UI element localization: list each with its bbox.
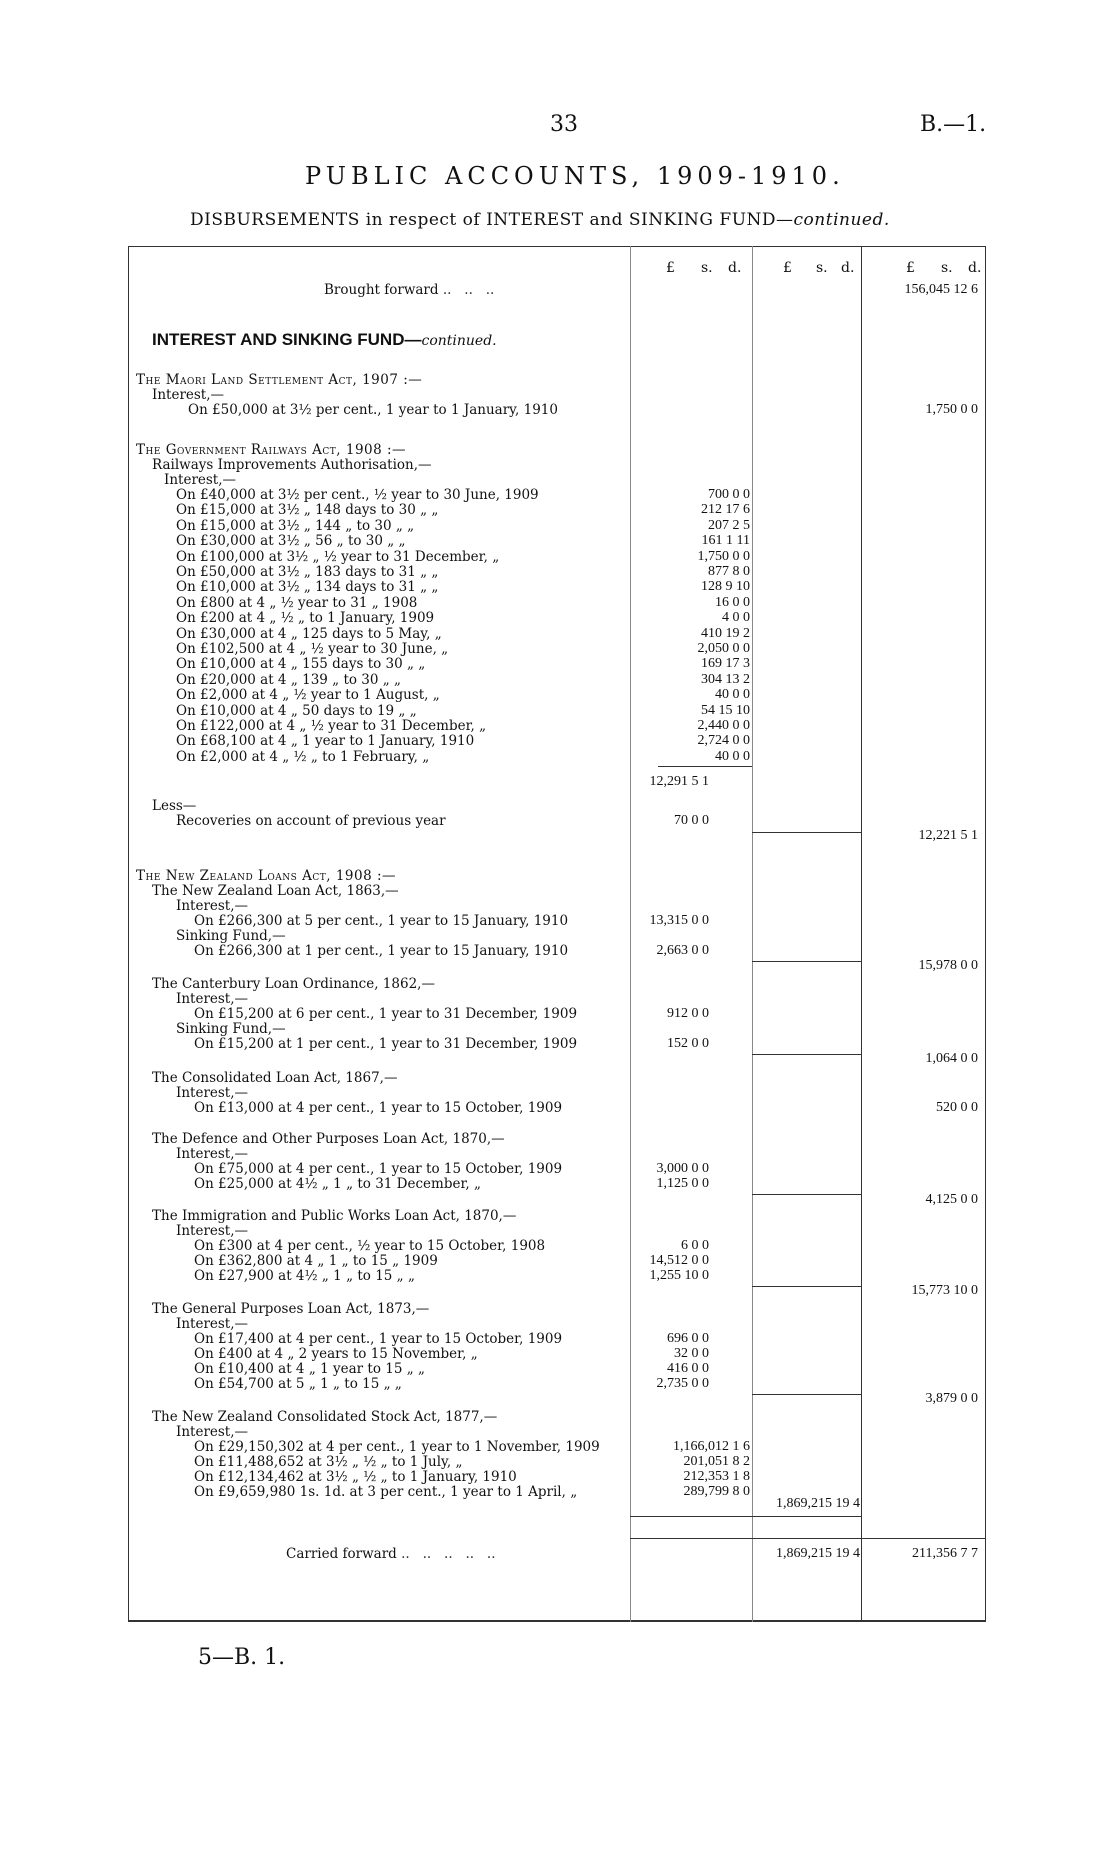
immigration-line-3: On £27,900 at 4½ „ 1 „ to 15 „ „ — [194, 1268, 415, 1284]
general-total: 3,879 0 0 — [925, 1391, 978, 1406]
stock-line-4: On £9,659,980 1s. 1d. at 3 per cent., 1 year to 1 April, „ — [194, 1484, 578, 1500]
loan-1863-sinking-label: Sinking Fund,— — [176, 928, 286, 944]
railways-row-amount: 40 0 0 — [715, 687, 750, 703]
carried-forward-middle: 1,869,215 19 4 — [776, 1546, 860, 1561]
general-line-3: On £10,400 at 4 „ 1 year to 15 „ „ — [194, 1361, 425, 1377]
carried-forward-label: Carried forward .. .. .. .. .. — [286, 1546, 496, 1562]
immigration-line-2: On £362,800 at 4 „ 1 „ to 15 „ 1909 — [194, 1253, 438, 1269]
general-heading: The General Purposes Loan Act, 1873,— — [152, 1301, 430, 1317]
maori-act-heading: The Maori Land Settlement Act, 1907 :— — [136, 372, 423, 388]
railways-row-amount: 40 0 0 — [715, 748, 750, 764]
col1-pound-header: £ — [666, 260, 675, 276]
canterbury-interest-label: Interest,— — [176, 991, 249, 1007]
col3-pound-header: £ — [906, 260, 915, 276]
railways-row-text: On £50,000 at 3½ „ 183 days to 31 „ „ — [176, 564, 439, 580]
immigration-interest-label: Interest,— — [176, 1223, 249, 1239]
railways-row-amount: 700 0 0 — [708, 487, 750, 502]
stock-amount-3: 212,353 1 8 — [683, 1469, 750, 1484]
railways-sub-heading: Railways Improvements Authorisation,— — [152, 457, 432, 473]
brought-forward-text: Brought forward — [324, 282, 439, 298]
railways-row-text: On £30,000 at 3½ „ 56 „ to 30 „ „ — [176, 533, 406, 550]
defence-heading: The Defence and Other Purposes Loan Act, 1870,— — [152, 1131, 505, 1147]
immigration-amount-2: 14,512 0 0 — [649, 1253, 709, 1268]
loan-1863-interest-label: Interest,— — [176, 898, 249, 914]
railways-row-amount: 2,050 0 0 — [697, 641, 750, 656]
railways-row-amount: 207 2 5 — [708, 517, 750, 533]
railways-subtotal: 12,291 5 1 — [649, 774, 709, 789]
railways-row-text: On £30,000 at 4 „ 125 days to 5 May, „ — [176, 625, 442, 642]
consolidated-heading: The Consolidated Loan Act, 1867,— — [152, 1070, 398, 1086]
general-line-2: On £400 at 4 „ 2 years to 15 November, „ — [194, 1346, 478, 1362]
railways-interest-label: Interest,— — [164, 472, 237, 488]
railways-sum-rule — [658, 766, 752, 767]
general-amount-2: 32 0 0 — [674, 1346, 709, 1361]
loan-1863-interest-amount: 13,315 0 0 — [649, 913, 709, 928]
defence-amount-1: 3,000 0 0 — [656, 1161, 709, 1176]
general-amount-1: 696 0 0 — [667, 1331, 709, 1346]
stock-amount-1: 1,166,012 1 6 — [673, 1439, 750, 1454]
col2-pence-header: d. — [841, 260, 855, 276]
stock-subtotal: 1,869,215 19 4 — [776, 1496, 860, 1511]
footer-signature: 5—B. 1. — [198, 1645, 286, 1670]
defence-amount-2: 1,125 0 0 — [656, 1176, 709, 1191]
stock-amount-2: 201,051 8 2 — [683, 1454, 750, 1469]
railways-row-text: On £15,000 at 3½ „ 148 days to 30 „ „ — [176, 502, 439, 519]
railways-row-text: On £100,000 at 3½ „ ½ year to 31 December, „ — [176, 548, 500, 565]
maori-total: 1,750 0 0 — [925, 402, 978, 417]
col2-pound-header: £ — [783, 260, 792, 276]
railways-row-text: On £68,100 at 4 „ 1 year to 1 January, 1910 — [176, 733, 475, 750]
railways-row-amount: 4 0 0 — [722, 610, 750, 626]
immigration-amount-1: 6 0 0 — [681, 1238, 709, 1253]
col1-pence-header: d. — [728, 260, 742, 276]
page-title: PUBLIC ACCOUNTS, 1909-1910. — [305, 162, 845, 190]
railways-row-amount: 169 17 3 — [701, 656, 750, 672]
railways-row-text: On £20,000 at 4 „ 139 „ to 30 „ „ — [176, 671, 402, 688]
railways-row-amount: 2,724 0 0 — [697, 733, 750, 749]
carried-forward-text: Carried forward — [286, 1546, 397, 1562]
defence-interest-label: Interest,— — [176, 1146, 249, 1162]
document-reference: B.—1. — [920, 112, 987, 137]
loan-1863-sinking-amount: 2,663 0 0 — [656, 943, 709, 958]
railways-row-text: On £200 at 4 „ ½ „ to 1 January, 1909 — [176, 610, 435, 627]
col2-shilling-header: s. — [816, 260, 828, 276]
canterbury-rule — [752, 1054, 861, 1055]
defence-line-1: On £75,000 at 4 per cent., 1 year to 15 October, 1909 — [194, 1161, 563, 1177]
railways-row-text: On £10,000 at 4 „ 50 days to 19 „ „ — [176, 702, 417, 719]
immigration-heading: The Immigration and Public Works Loan Act, 1870,— — [152, 1208, 517, 1224]
canterbury-sinking-amount: 152 0 0 — [667, 1036, 709, 1051]
railways-row-amount: 128 9 10 — [701, 579, 750, 595]
loan-1863-rule — [752, 961, 861, 962]
railways-row-text: On £10,000 at 3½ „ 134 days to 31 „ „ — [176, 579, 439, 596]
railways-row-amount: 304 13 2 — [701, 671, 750, 687]
page-subtitle — [190, 210, 890, 230]
col3-shilling-header: s. — [941, 260, 953, 276]
general-rule — [752, 1394, 861, 1395]
table-right-rule — [985, 246, 986, 1622]
general-amount-3: 416 0 0 — [667, 1361, 709, 1376]
col3-pence-header: d. — [968, 260, 982, 276]
stock-rule — [630, 1516, 861, 1517]
canterbury-sinking-label: Sinking Fund,— — [176, 1021, 286, 1037]
page-number: 33 — [550, 112, 578, 137]
railways-row-amount: 1,750 0 0 — [697, 548, 750, 564]
railways-row-amount: 54 15 10 — [701, 702, 750, 718]
section-heading-italic: continued. — [421, 333, 497, 349]
general-line-4: On £54,700 at 5 „ 1 „ to 15 „ „ — [194, 1376, 402, 1392]
railways-row-amount: 212 17 6 — [701, 502, 750, 518]
nz-loans-act-heading: The New Zealand Loans Act, 1908 :— — [136, 868, 397, 884]
railways-row-amount: 410 19 2 — [701, 625, 750, 641]
railways-total: 12,221 5 1 — [918, 828, 978, 843]
general-amount-4: 2,735 0 0 — [656, 1376, 709, 1391]
table-top-rule — [128, 246, 986, 247]
maori-interest-label: Interest,— — [152, 387, 225, 403]
stock-interest-label: Interest,— — [176, 1424, 249, 1440]
immigration-line-1: On £300 at 4 per cent., ½ year to 15 October, 1908 — [194, 1238, 546, 1254]
general-line-1: On £17,400 at 4 per cent., 1 year to 15 October, 1909 — [194, 1331, 563, 1347]
general-interest-label: Interest,— — [176, 1316, 249, 1332]
stock-amount-4: 289,799 8 0 — [683, 1484, 750, 1499]
railways-row-amount: 16 0 0 — [715, 594, 750, 610]
railways-row-text: On £122,000 at 4 „ ½ year to 31 December, „ — [176, 718, 487, 734]
railways-recoveries-label: Recoveries on account of previous year — [176, 813, 446, 829]
railways-row-text: On £2,000 at 4 „ ½ year to 1 August, „ — [176, 687, 440, 704]
loan-1863-heading: The New Zealand Loan Act, 1863,— — [152, 883, 399, 899]
table-bottom-rule — [128, 1620, 986, 1622]
consolidated-total: 520 0 0 — [936, 1100, 978, 1115]
railways-row-amount: 161 1 11 — [701, 533, 750, 549]
loan-1863-total: 15,978 0 0 — [918, 958, 978, 973]
stock-line-1: On £29,150,302 at 4 per cent., 1 year to 1 November, 1909 — [194, 1439, 600, 1455]
brought-forward-total: 156,045 12 6 — [904, 282, 978, 297]
railways-less-label: Less— — [152, 798, 197, 814]
canterbury-interest-line: On £15,200 at 6 per cent., 1 year to 31 December, 1909 — [194, 1006, 578, 1022]
railways-act-heading: The Government Railways Act, 1908 :— — [136, 442, 407, 458]
canterbury-total: 1,064 0 0 — [925, 1051, 978, 1066]
column-rule-2 — [752, 246, 753, 1622]
railways-row-text: On £15,000 at 3½ „ 144 „ to 30 „ „ — [176, 517, 415, 534]
subtitle-italic: continued. — [793, 210, 890, 230]
railways-row-amount: 877 8 0 — [708, 564, 750, 579]
railways-row-amount: 2,440 0 0 — [697, 718, 750, 733]
stock-line-3: On £12,134,462 at 3½ „ ½ „ to 1 January, 1910 — [194, 1469, 517, 1485]
defence-rule — [752, 1194, 861, 1195]
section-heading-text: INTEREST AND SINKING FUND— — [152, 330, 422, 349]
canterbury-interest-amount: 912 0 0 — [667, 1006, 709, 1021]
loan-1863-interest-line: On £266,300 at 5 per cent., 1 year to 15 January, 1910 — [194, 913, 569, 929]
railways-recoveries-amount: 70 0 0 — [674, 813, 709, 828]
railways-row-text: On £40,000 at 3½ per cent., ½ year to 30 June, 1909 — [176, 487, 539, 503]
immigration-rule — [752, 1286, 861, 1287]
accounts-table — [128, 246, 986, 1626]
maori-interest-line: On £50,000 at 3½ per cent., 1 year to 1 January, 1910 — [188, 402, 558, 418]
carried-forward-rule — [630, 1538, 986, 1539]
railways-row-text: On £800 at 4 „ ½ year to 31 „ 1908 — [176, 594, 418, 611]
canterbury-sinking-line: On £15,200 at 1 per cent., 1 year to 31 December, 1909 — [194, 1036, 578, 1052]
brought-forward-label: Brought forward .. .. .. — [324, 282, 495, 298]
section-heading — [152, 330, 497, 350]
defence-total: 4,125 0 0 — [925, 1192, 978, 1207]
railways-row-text: On £10,000 at 4 „ 155 days to 30 „ „ — [176, 656, 426, 673]
column-rule-3 — [861, 246, 862, 1622]
stock-line-2: On £11,488,652 at 3½ „ ½ „ to 1 July, „ — [194, 1454, 463, 1470]
consolidated-interest-line: On £13,000 at 4 per cent., 1 year to 15 October, 1909 — [194, 1100, 563, 1116]
column-rule-1 — [630, 246, 631, 1622]
subtitle-main: DISBURSEMENTS in respect of INTEREST and SINKING FUND— — [190, 210, 794, 230]
loan-1863-sinking-line: On £266,300 at 1 per cent., 1 year to 15 January, 1910 — [194, 943, 569, 959]
canterbury-heading: The Canterbury Loan Ordinance, 1862,— — [152, 976, 435, 992]
stock-heading: The New Zealand Consolidated Stock Act, 1877,— — [152, 1409, 498, 1425]
carried-forward-total: 211,356 7 7 — [912, 1546, 978, 1561]
defence-line-2: On £25,000 at 4½ „ 1 „ to 31 December, „ — [194, 1176, 482, 1192]
table-left-rule — [128, 246, 129, 1622]
railways-total-rule — [752, 832, 861, 833]
consolidated-interest-label: Interest,— — [176, 1085, 249, 1101]
railways-row-text: On £102,500 at 4 „ ½ year to 30 June, „ — [176, 641, 449, 657]
immigration-amount-3: 1,255 10 0 — [649, 1268, 709, 1283]
immigration-total: 15,773 10 0 — [911, 1283, 978, 1298]
railways-row-text: On £2,000 at 4 „ ½ „ to 1 February, „ — [176, 748, 430, 765]
col1-shilling-header: s. — [701, 260, 713, 276]
